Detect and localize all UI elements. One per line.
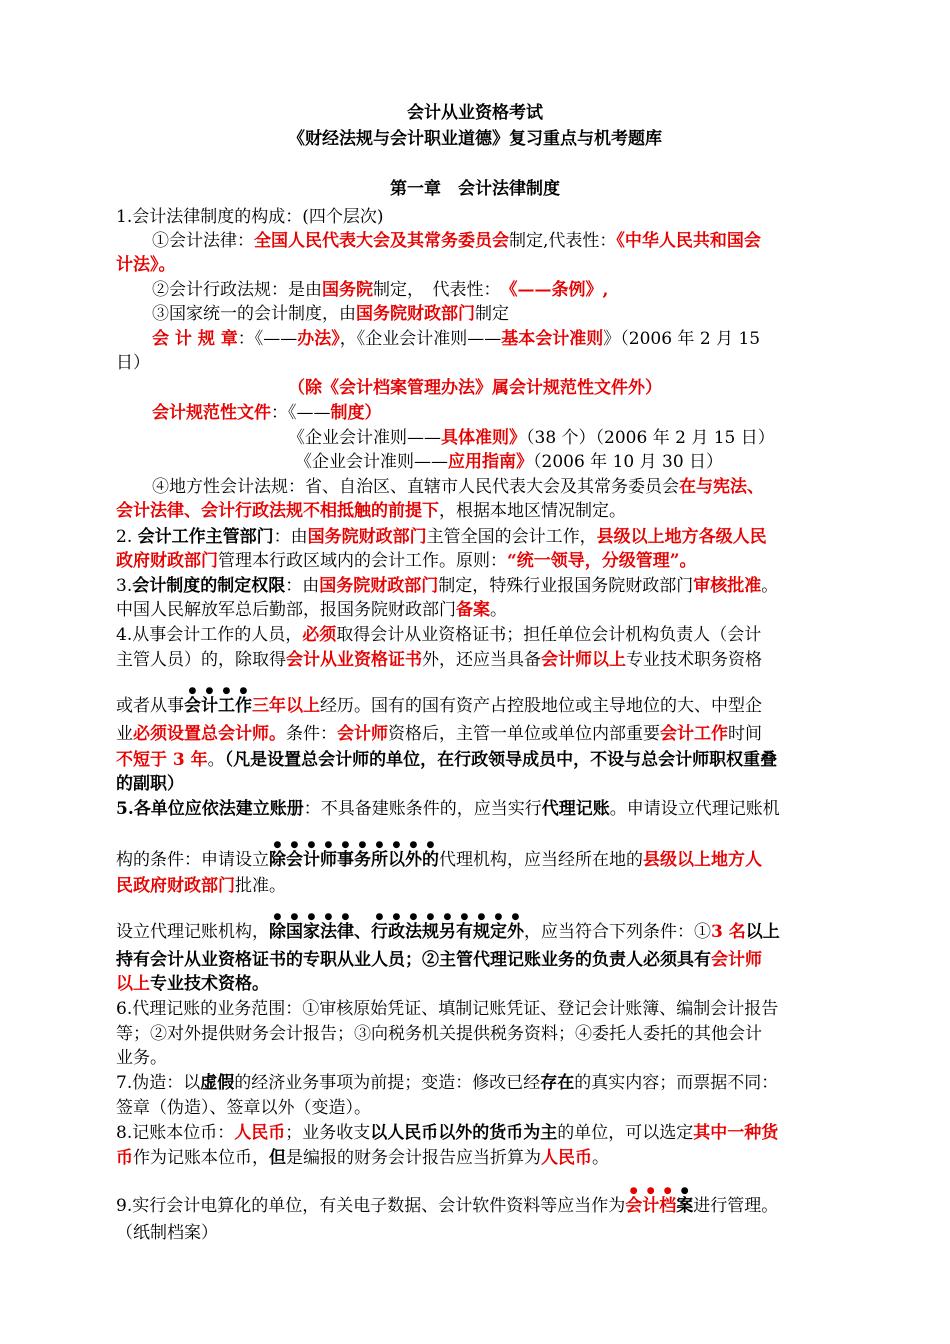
text-segment: 。	[207, 750, 225, 770]
emphasis-text: 应用指南》	[448, 452, 533, 472]
text-segment: 9.实行会计电算化的单位，有关电子数据、会计软件资料等应当作为	[116, 1196, 626, 1216]
text-line	[116, 797, 780, 821]
text-segment: 是编报的财务会计报告应当折算为	[286, 1148, 541, 1168]
text-line	[152, 229, 761, 253]
text-segment: ：不具备建账条件的，应当实行	[303, 799, 542, 819]
text-segment: 制定， 代表性：	[373, 280, 509, 300]
text-segment: 条件：	[286, 724, 337, 744]
text-segment: 制定,代表性：	[509, 231, 617, 251]
emphasis-text: 必须设置总会计师。	[133, 724, 286, 744]
emphasis-text: 以上	[745, 922, 780, 942]
emphasis-text: 国务院财政部门	[319, 576, 439, 596]
text-segment: 代理机构，应当经所在地的	[439, 850, 643, 870]
text-segment: 中国人民解放军总后勤部，报国务院财政部门	[116, 600, 456, 620]
text-line	[116, 772, 184, 796]
emphasis-text: 虚假	[200, 1073, 235, 1093]
emphasis-text: 币	[116, 1148, 133, 1168]
emphasis-text: 基本会计准则	[501, 329, 604, 349]
emphasis-text: 存在	[540, 1073, 575, 1093]
emphasis-text: 具体准则》	[441, 428, 526, 448]
text-line	[116, 1221, 218, 1245]
emphasis-text: 以人民币以外的货币为主	[370, 1123, 558, 1143]
text-segment: ；业务收支	[285, 1123, 371, 1143]
text-line	[116, 748, 777, 772]
emphasis-text: 会计工作	[184, 696, 252, 716]
text-segment: 的真实内容；而票据不同：	[574, 1073, 779, 1093]
emphasis-text: 会 计 规 章	[152, 329, 238, 349]
emphasis-text: 持有会计从业资格证书的专职从业人员；②主管代理记账业务的负责人必须具有	[116, 950, 711, 970]
emphasis-text: 国务院	[322, 280, 373, 300]
text-segment: 批准。	[235, 876, 286, 896]
text-line	[116, 574, 778, 598]
text-line	[116, 686, 762, 718]
text-line	[116, 912, 780, 944]
emphasis-text: 会计制度的制定权限	[132, 576, 286, 596]
text-segment: 《企业会计准则——	[295, 452, 448, 472]
text-segment: 。	[592, 1148, 609, 1168]
text-segment: 业	[116, 724, 133, 744]
emphasis-text: 案	[676, 1196, 694, 1216]
text-line	[116, 972, 269, 996]
text-segment: 签章（伪造）、签章以外（变造）。	[116, 1098, 371, 1118]
text-line	[116, 1121, 778, 1145]
emphasis-text: 会计师	[337, 724, 388, 744]
text-segment: 作为记账本位币，	[133, 1148, 269, 1168]
text-segment: 外，还应当具备	[422, 650, 541, 670]
text-segment: 的经济业务事项为前提；变造：修改已经	[234, 1073, 541, 1093]
text-line	[116, 1186, 778, 1218]
text-segment: ：《——	[271, 403, 331, 423]
emphasis-text: 计法》。	[116, 255, 176, 275]
emphasis-text: 县级以上地方人	[643, 850, 762, 870]
text-segment: （2006 年 10 月 30 日）	[533, 452, 724, 472]
emphasis-text: 3 名	[711, 922, 746, 942]
emphasis-text: 民政府财政部门	[116, 876, 235, 896]
text-segment: 制定，特殊行业报国务院财政部门	[438, 576, 694, 596]
text-line	[116, 874, 286, 898]
emphasis-text: 会计师以上	[541, 650, 626, 670]
text-line	[116, 549, 697, 573]
emphasis-text: 会计法律、会计行政法规不相抵触的前提下	[116, 501, 439, 521]
emphasis-text: 在与宪法、	[679, 477, 764, 497]
text-line	[116, 648, 762, 672]
text-segment: （纸制档案）	[116, 1223, 218, 1243]
text-segment: 。申请设立代理记账机	[609, 799, 780, 819]
text-segment: 主管全国的会计工作，	[426, 527, 597, 547]
text-segment: ：由	[273, 527, 308, 547]
emphasis-text: 必须	[302, 625, 337, 645]
text-line	[116, 1046, 167, 1070]
text-line	[116, 1071, 778, 1095]
text-segment: 管理本行政区域内的会计工作。原则：	[218, 551, 507, 571]
text-segment: 或者从事	[116, 696, 184, 716]
emphasis-text: 不短于 3 年	[116, 750, 208, 770]
text-segment: 。	[490, 600, 507, 620]
emphasis-text: 办法》	[297, 329, 340, 349]
emphasis-text: （凡是设置总会计师的单位，在行政领导成员中，不设与总会计师职权重叠	[224, 750, 778, 770]
text-line	[116, 997, 778, 1021]
text-line	[152, 475, 764, 499]
text-segment: 》（2006 年 2 月 15	[603, 329, 761, 349]
text-segment: ③国家统一的会计制度，由	[152, 304, 356, 324]
text-segment: 等；②对外提供财务会计报告；③向税务机关提供税务资料；④委托人委托的其他会计	[116, 1024, 762, 1044]
emphasis-text: 以上	[116, 974, 150, 994]
emphasis-text: “统一领导，分级管理”。	[507, 551, 697, 571]
text-segment: 的单位，可以选定	[557, 1123, 694, 1143]
emphasis-text: 除国家法律、行政法规另有规定外	[269, 922, 524, 942]
emphasis-text: 会计档	[625, 1196, 677, 1216]
text-segment: ：由	[285, 576, 320, 596]
emphasis-text: 其中一种货	[693, 1123, 779, 1143]
emphasis-text: 国务院财政部门	[307, 527, 427, 547]
emphasis-text: 政府财政部门	[116, 551, 218, 571]
emphasis-text: 人民币	[541, 1148, 592, 1168]
text-segment: 3.	[116, 576, 133, 596]
doc-subtitle: 《财经法规与会计职业道德》复习重点与机考题库	[288, 129, 662, 149]
text-line	[116, 253, 176, 277]
text-segment: ，根据本地区情况制定。	[439, 501, 626, 521]
text-segment: 主管人员）的，除取得	[116, 650, 286, 670]
emphasis-text: 但	[269, 1148, 286, 1168]
text-segment: 构的条件：申请设立	[116, 850, 269, 870]
text-line	[116, 840, 762, 872]
chapter-heading: 第一章 会计法律制度	[390, 179, 560, 199]
text-segment: 资格后，主管一单位或单位内部重要	[388, 724, 660, 744]
doc-title: 会计从业资格考试	[407, 103, 543, 123]
text-line	[0, 376, 950, 400]
emphasis-text: 除会计师事务所以外的	[269, 850, 439, 870]
emphasis-text: 县级以上地方各级人民	[596, 527, 767, 547]
text-line	[116, 205, 383, 229]
emphasis-text: 会计师	[711, 950, 762, 970]
emphasis-text: 会计从业资格证书	[286, 650, 422, 670]
text-line	[116, 948, 762, 972]
text-line	[116, 598, 507, 622]
emphasis-text: 全国人民代表大会及其常务委员会	[254, 231, 509, 251]
emphasis-text: 国务院财政部门	[356, 304, 475, 324]
text-line	[152, 401, 382, 425]
text-segment: 设立代理记账机构，	[116, 922, 269, 942]
text-segment: 进行管理。	[693, 1196, 779, 1216]
text-segment: 1.会计法律制度的构成：(四个层次)	[116, 207, 384, 227]
emphasis-text: 会计工作	[660, 724, 728, 744]
emphasis-text: （除《会计档案管理办法》属会计规范性文件外）	[288, 378, 662, 398]
emphasis-text: 人民币	[234, 1123, 286, 1143]
text-line	[116, 623, 761, 647]
text-segment: 8.记账本位币：	[116, 1123, 235, 1143]
text-segment: ：《——	[237, 329, 298, 349]
text-segment: ，应当符合下列条件：①	[524, 922, 711, 942]
text-segment: 取得会计从业资格证书；担任单位会计机构负责人（会计	[336, 625, 762, 645]
text-segment: ④地方性会计法规：省、自治区、直辖市人民代表大会及其常务委员会	[152, 477, 679, 497]
text-segment: 专业技术职务资格	[626, 650, 762, 670]
text-segment: 《企业会计准则——	[288, 428, 441, 448]
text-segment: ，《企业会计准则——	[339, 329, 502, 349]
text-line	[116, 499, 626, 523]
text-line	[152, 278, 608, 302]
emphasis-text: 备案	[456, 600, 490, 620]
emphasis-text: 审核批准	[693, 576, 762, 596]
text-line	[295, 450, 723, 474]
emphasis-text: 的副职）	[116, 774, 184, 794]
text-line	[116, 525, 767, 549]
text-line	[152, 327, 760, 351]
text-segment: 。	[761, 576, 779, 596]
text-line	[116, 1022, 762, 1046]
emphasis-text: 代理记账	[541, 799, 610, 819]
text-segment: 时间	[728, 724, 762, 744]
emphasis-text: 《——条例》,	[509, 280, 609, 300]
emphasis-text: 制度）	[330, 403, 382, 423]
text-segment: 2.	[116, 527, 138, 547]
text-line	[116, 722, 762, 746]
text-segment: 4.从事会计工作的人员，	[116, 625, 303, 645]
emphasis-text: 会计规范性文件	[152, 403, 271, 423]
text-segment: 6.代理记账的业务范围：①审核原始凭证、填制记账凭证、登记会计账簿、编制会计报告	[116, 999, 779, 1019]
text-line	[116, 1146, 609, 1170]
text-segment: 制定	[475, 304, 509, 324]
text-line	[152, 302, 509, 326]
emphasis-text: 5.各单位应依法建立账册	[116, 799, 304, 819]
emphasis-text: 会计工作主管部门	[137, 527, 274, 547]
text-line	[116, 1096, 371, 1120]
emphasis-text: 三年以上	[252, 696, 320, 716]
text-segment: 日）	[116, 353, 150, 373]
text-line	[116, 351, 150, 375]
emphasis-text: 《中华人民共和国会	[616, 231, 761, 251]
text-segment: （38 个）（2006 年 2 月 15 日）	[526, 428, 775, 448]
emphasis-text: 专业技术资格。	[150, 974, 269, 994]
text-segment: ①会计法律：	[152, 231, 254, 251]
text-segment: 业务。	[116, 1048, 167, 1068]
text-line	[288, 426, 775, 450]
text-segment: 经历。国有的国有资产占控股地位或主导地位的大、中型企	[320, 696, 762, 716]
text-segment: 7.伪造：以	[116, 1073, 201, 1093]
text-segment: ②会计行政法规：是由	[152, 280, 322, 300]
